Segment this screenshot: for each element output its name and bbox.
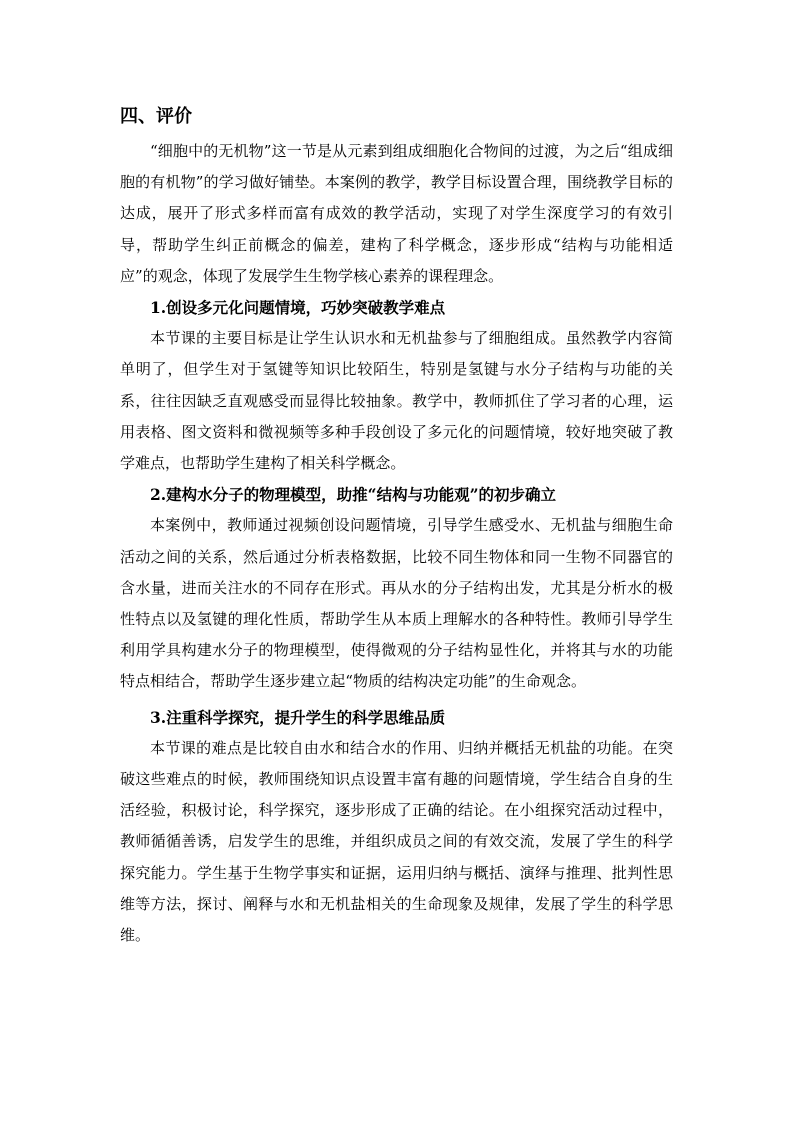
point-1-paragraph: 本节课的主要目标是让学生认识水和无机盐参与了细胞组成。虽然教学内容简单明了，但学生对于氢键等知识比较陌生，特别是氢键与水分子结构与功能的关系，往往因缺乏直观感受而显得比较抽象。教学中，教师抓住了学习者的心理，运用表格、图文资料和微视频等多种手段创设了多元化的问题情境，较好地突破了教学难点，也帮助学生建构了相关科学概念。 — [120, 329, 673, 473]
point-2-paragraph: 本案例中，教师通过视频创设问题情境，引导学生感受水、无机盐与细胞生命活动之间的关系，然后通过分析表格数据，比较不同生物体和同一生物不同器官的含水量，进而关注水的不同存在形式。再从水的分子结构出发，尤其是分析水的极性特点以及氢键的理化性质，帮助学生从本质上理解水的各种特性。教师引导学生利用学具构建水分子的物理模型，使得微观的分子结构显性化，并将其与水的功能特点相结合，帮助学生逐步建立起“物质的结构决定功能”的生命观念。 — [120, 516, 673, 691]
point-3-heading: 3.注重科学探究，提升学生的科学思维品质 — [150, 707, 446, 727]
section-title: 四、评价 — [120, 106, 192, 127]
point-1-heading: 1.创设多元化问题情境，巧妙突破教学难点 — [150, 298, 446, 318]
document-body — [120, 101, 673, 951]
point-3-paragraph: 本节课的难点是比较自由水和结合水的作用、归纳并概括无机盐的功能。在突破这些难点的时候，教师围绕知识点设置丰富有趣的问题情境，学生结合自身的生活经验，积极讨论，科学探究，逐步形成了正确的结论。在小组探究活动过程中，教师循循善诱，启发学生的思维，并组织成员之间的有效交流，发展了学生的科学探究能力。学生基于生物学事实和证据，运用归纳与概括、演绎与推理、批判性思维等方法，探讨、阐释与水和无机盐相关的生命现象及规律，发展了学生的科学思维。 — [120, 738, 673, 945]
point-2-heading: 2.建构水分子的物理模型，助推“结构与功能观”的初步确立 — [150, 485, 557, 505]
intro-paragraph: “细胞中的无机物”这一节是从元素到组成细胞化合物间的过渡，为之后“组成细胞的有机物”的学习做好铺垫。本案例的教学，教学目标设置合理，围绕教学目标的达成，展开了形式多样而富有成效的教学活动，实现了对学生深度学习的有效引导，帮助学生纠正前概念的偏差，建构了科学概念，逐步形成“结构与功能相适应”的观念，体现了发展学生生物学核心素养的课程理念。 — [120, 142, 673, 285]
